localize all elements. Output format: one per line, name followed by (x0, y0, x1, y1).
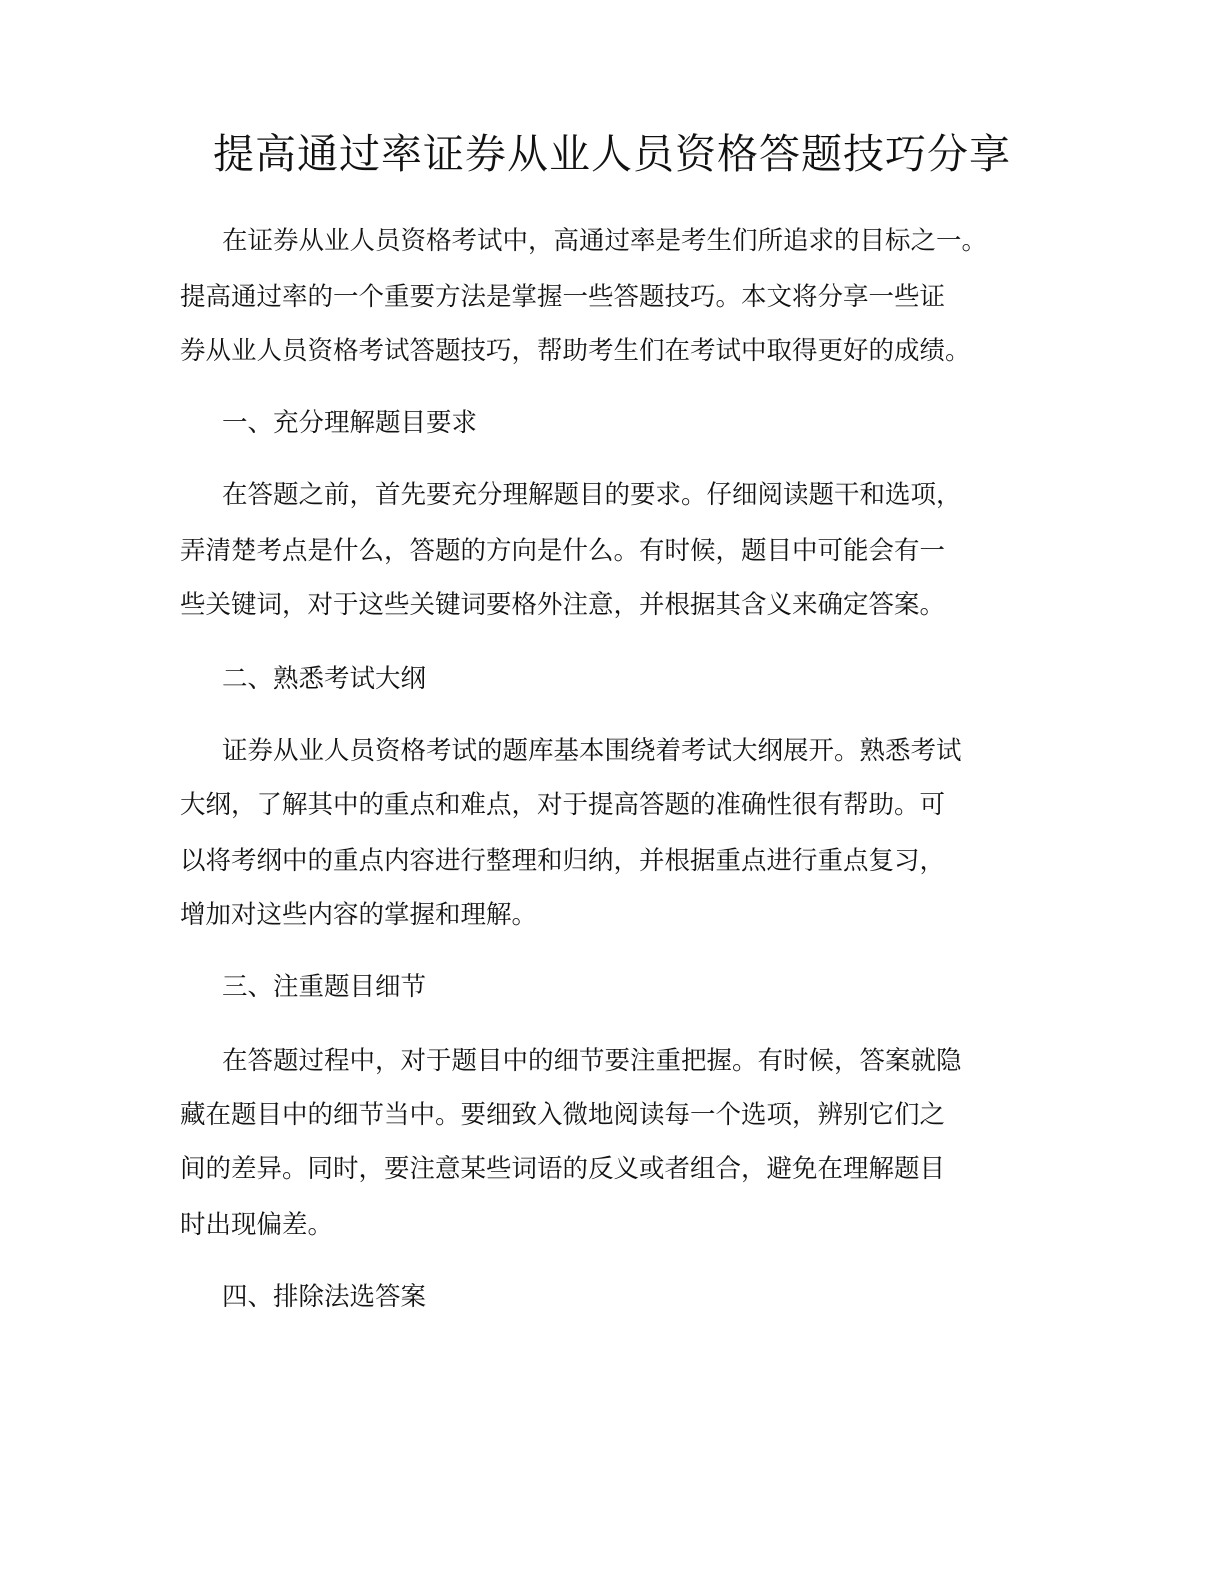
section-2-line-2: 大纲，了解其中的重点和难点，对于提高答题的准确性很有帮助。可 (180, 790, 946, 820)
section-2-line-4: 增加对这些内容的掌握和理解。 (180, 900, 538, 930)
intro-line-1: 在证券从业人员资格考试中，高通过率是考生们所追求的目标之一。 (222, 226, 988, 256)
section-2-line-1: 证券从业人员资格考试的题库基本围绕着考试大纲展开。熟悉考试 (222, 736, 962, 766)
section-3-line-2: 藏在题目中的细节当中。要细致入微地阅读每一个选项，辨别它们之 (180, 1100, 946, 1130)
section-1-line-3: 些关键词，对于这些关键词要格外注意，并根据其含义来确定答案。 (180, 590, 946, 620)
section-heading-1: 一、充分理解题目要求 (222, 408, 478, 438)
intro-line-2: 提高通过率的一个重要方法是掌握一些答题技巧。本文将分享一些证 (180, 282, 946, 312)
section-heading-2: 二、熟悉考试大纲 (222, 664, 427, 694)
section-3-line-4: 时出现偏差。 (180, 1210, 334, 1240)
section-1-line-1: 在答题之前，首先要充分理解题目的要求。仔细阅读题干和选项， (222, 480, 962, 510)
section-heading-4: 四、排除法选答案 (222, 1282, 427, 1312)
page-title: 提高通过率证券从业人员资格答题技巧分享 (213, 130, 1011, 178)
section-3-line-3: 间的差异。同时，要注意某些词语的反义或者组合，避免在理解题目 (180, 1154, 946, 1184)
section-3-line-1: 在答题过程中，对于题目中的细节要注重把握。有时候，答案就隐 (222, 1046, 962, 1076)
section-1-line-2: 弄清楚考点是什么，答题的方向是什么。有时候，题目中可能会有一 (180, 536, 946, 566)
section-2-line-3: 以将考纲中的重点内容进行整理和归纳，并根据重点进行重点复习， (180, 846, 946, 876)
intro-line-3: 券从业人员资格考试答题技巧，帮助考生们在考试中取得更好的成绩。 (180, 336, 971, 366)
section-heading-3: 三、注重题目细节 (222, 972, 427, 1002)
